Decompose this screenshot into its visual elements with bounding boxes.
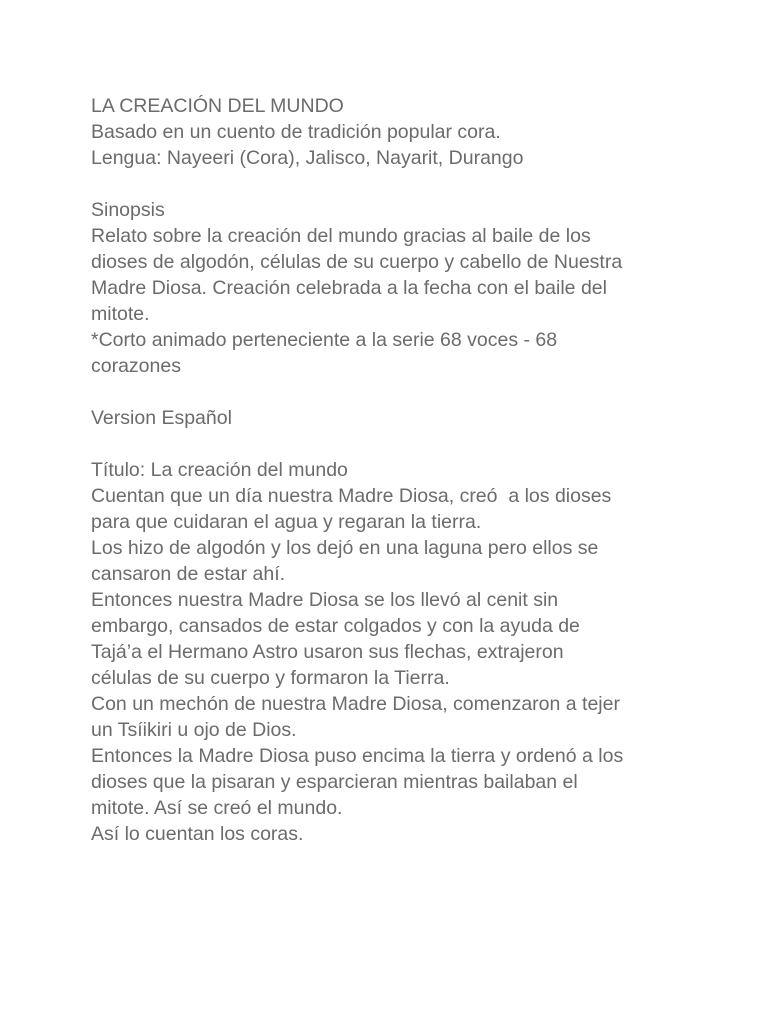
synopsis-line: corazones (91, 355, 181, 377)
story-line: Tajá’a el Hermano Astro usaron sus flechas, extrajeron (91, 641, 564, 663)
story-line: cansaron de estar ahí. (91, 563, 286, 585)
synopsis-line: mitote. (91, 303, 150, 325)
source-note: Basado en un cuento de tradición popular cora. (91, 121, 501, 143)
synopsis-line: dioses de algodón, células de su cuerpo y cabello de Nuestra (91, 251, 623, 273)
story-title: Título: La creación del mundo (91, 459, 348, 481)
story-line: para que cuidaran el agua y regaran la tierra. (91, 511, 482, 533)
story-line: Así lo cuentan los coras. (91, 823, 304, 845)
blank-line (91, 171, 731, 197)
synopsis-heading: Sinopsis (91, 199, 165, 221)
language-note: Lengua: Nayeeri (Cora), Jalisco, Nayarit, Durango (91, 147, 524, 169)
story-line: dioses que la pisaran y esparcieran mientras bailaban el (91, 771, 578, 793)
story-line: células de su cuerpo y formaron la Tierra. (91, 667, 450, 689)
synopsis-line: Relato sobre la creación del mundo gracias al baile de los (91, 225, 591, 247)
story-line: Cuentan que un día nuestra Madre Diosa, creó a los dioses (91, 485, 612, 507)
story-line: mitote. Así se creó el mundo. (91, 797, 343, 819)
story-body (91, 483, 731, 847)
story-line: Con un mechón de nuestra Madre Diosa, comenzaron a tejer (91, 693, 620, 715)
story-line: un Tsíikiri u ojo de Dios. (91, 719, 297, 741)
story-line: Entonces la Madre Diosa puso encima la tierra y ordenó a los (91, 745, 624, 767)
blank-line (91, 431, 731, 457)
synopsis-line: Madre Diosa. Creación celebrada a la fecha con el baile del (91, 277, 607, 299)
document-page (91, 93, 731, 847)
synopsis-body (91, 223, 731, 379)
story-line: embargo, cansados de estar colgados y con la ayuda de (91, 615, 580, 637)
version-heading: Version Español (91, 407, 232, 429)
blank-line (91, 379, 731, 405)
story-line: Los hizo de algodón y los dejó en una laguna pero ellos se (91, 537, 599, 559)
document-title: LA CREACIÓN DEL MUNDO (91, 95, 344, 117)
story-line: Entonces nuestra Madre Diosa se los llevó al cenit sin (91, 589, 559, 611)
synopsis-line: *Corto animado perteneciente a la serie 68 voces - 68 (91, 329, 558, 351)
